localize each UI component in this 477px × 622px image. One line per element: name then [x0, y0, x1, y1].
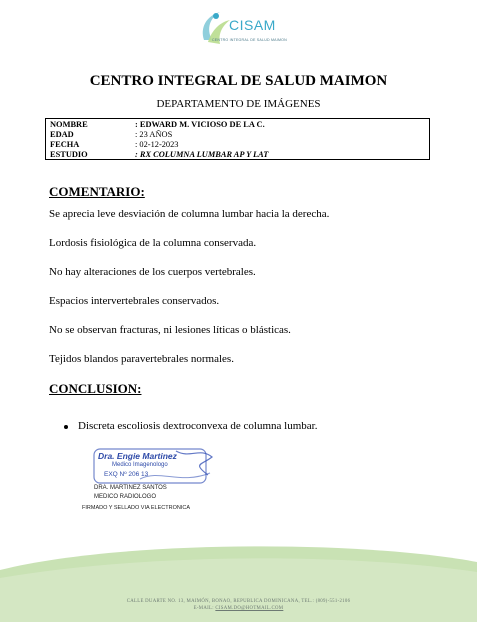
department-name: DEPARTAMENTO DE IMÁGENES [156, 98, 321, 110]
footer-email-line [0, 606, 477, 611]
date-value: : 02-12-2023 [135, 140, 179, 149]
comment-line: No se observan fracturas, ni lesiones líticas o blásticas. [49, 324, 291, 336]
document-title: CENTRO INTEGRAL DE SALUD MAIMON [89, 73, 388, 89]
comment-line: Lordosis fisiológica de la columna conservada. [49, 237, 257, 249]
footer-email[interactable]: CISAM.DO@HOTMAIL.COM [215, 606, 284, 611]
comment-line: No hay alteraciones de los cuerpos vertebrales. [49, 266, 256, 278]
signed-note: FIRMADO Y SELLADO VIA ELECTRONICA [82, 505, 190, 511]
comment-line: Se aprecia leve desviación de columna lumbar hacia la derecha. [49, 208, 330, 220]
footer-address: CALLE DUARTE NO. 13, MAIMÓN, BONAO, REPUBLICA DOMINICANA, TEL.: (809)-551-2106 [126, 599, 351, 604]
stamp-name: Dra. Engie Martinez [98, 451, 177, 461]
comment-line: Tejidos blandos paravertebrales normales. [49, 353, 234, 365]
age-label: EDAD [50, 130, 74, 139]
doctor-name: DRA. MARTINEZ SANTOS [94, 485, 167, 491]
doctor-title: MEDICO RADIOLOGO [94, 494, 157, 500]
bullet-icon [64, 425, 68, 429]
date-label: FECHA [50, 140, 80, 149]
conclusion-heading: CONCLUSION: [49, 381, 142, 396]
stamp-code: EXQ Nº 206 13 [104, 471, 149, 478]
age-value: : 23 AÑOS [135, 130, 173, 139]
name-value: : EDWARD M. VICIOSO DE LA C. [135, 120, 265, 129]
study-label: ESTUDIO [50, 150, 88, 159]
signature-stamp [80, 445, 240, 517]
study-value: : RX COLUMNA LUMBAR AP Y LAT [135, 150, 269, 159]
logo-subtitle: CENTRO INTEGRAL DE SALUD MAIMON [212, 38, 287, 42]
patient-info-box [45, 118, 430, 160]
name-label: NOMBRE [50, 120, 88, 129]
comment-heading: COMENTARIO: [49, 184, 145, 199]
logo-text: CISAM [229, 17, 276, 33]
footer-email-label: E-MAIL: [193, 606, 214, 611]
comment-line: Espacios intervertebrales conservados. [49, 295, 220, 307]
stamp-title: Medico Imagenologo [112, 462, 168, 468]
conclusion-item: Discreta escoliosis dextroconvexa de columna lumbar. [78, 420, 318, 432]
